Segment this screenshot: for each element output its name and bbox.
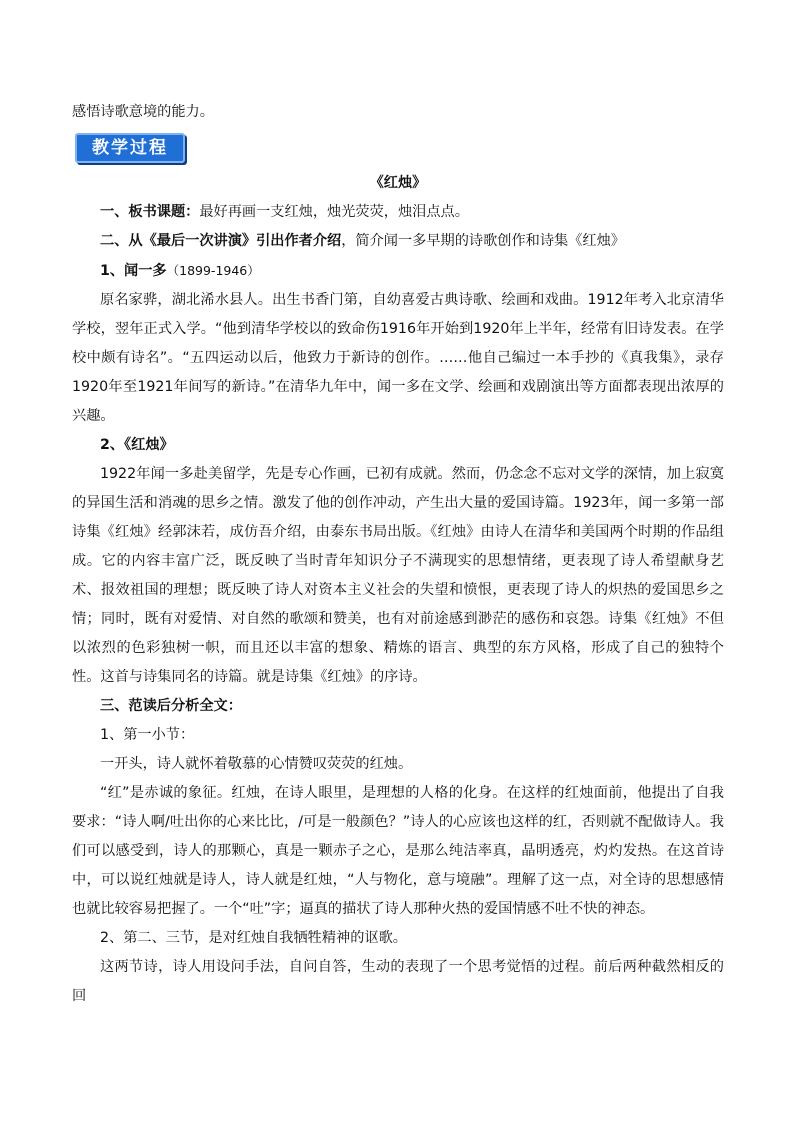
section-tag-teaching-process: 教学过程: [75, 133, 185, 163]
heading-2-label: 二、从《最后一次讲演》引出作者介绍: [100, 233, 342, 249]
paragraph-collection: 1922年闻一多赴美留学，先是专心作画，已初有成就。然而，仍念念不忘对文学的深情，加上寂寞的异国生活和消魂的思乡之情。激发了他的创作冲动，产生出大量的爱国诗篇。1923年，闻一多第一部诗集《红烛》经郭沫若，成仿吾介绍，由泰东书局出版。《红烛》由诗人在清华和美国两个时期的作品组成。它的内容丰富广泛，既反映了当时青年知识分子不满现实的思想情绪，更表现了诗人希望献身艺术、报效祖国的理想；既反映了诗人对资本主义社会的失望和愤恨，更表现了诗人的炽热的爱国思乡之情；同时，既有对爱情、对自然的歌颂和赞美，也有对前途感到渺茫的感伤和哀怨。诗集《红烛》不但以浓烈的色彩独树一帜，而且还以丰富的想象、精炼的语言、典型的东方风格，形成了自己的独特个性。这首与诗集同名的诗篇。就是诗集《红烛》的序诗。: [72, 466, 724, 685]
lesson-title: 《红烛》: [369, 175, 427, 191]
subheading-3-1: 1、第一小节：: [100, 727, 195, 743]
heading-1-label: 一、板书课题：: [100, 204, 200, 220]
heading-2: [72, 227, 724, 256]
subheading-2-1-years: （1899-1946）: [166, 263, 260, 278]
heading-1: [72, 198, 724, 227]
heading-1-text: 最好再画一支红烛，烛光荧荧，烛泪点点。: [199, 204, 469, 220]
subheading-2-1: [72, 256, 724, 286]
page-content: [72, 98, 724, 1011]
subheading-2-1-label: 1、闻一多: [100, 263, 167, 279]
paragraph-opening: 一开头，诗人就怀着敬慕的心情赞叹荧荧的红烛。: [100, 756, 413, 772]
paragraph-author-bio: 原名家骅，湖北浠水县人。出生书香门第，自幼喜爱古典诗歌、绘画和戏曲。1912年考入北京清华学校，翌年正式入学。“他到清华学校以的致命伤1916年开始到1920年上半年，经常有旧诗发表。在学校中颇有诗名”。“五四运动以后，他致力于新诗的创作。……他自己编过一本手抄的《真我集》，录存1920年至1921年间写的新诗。”在清华九年中，闻一多在文学、绘画和戏剧演出等方面都表现出浓厚的兴趣。: [72, 292, 724, 424]
paragraph-red-symbol: “红”是赤诚的象征。红烛，在诗人眼里，是理想的人格的化身。在这样的红烛面前，他提出了自我要求：“诗人啊/吐出你的心来比比，/可是一般颜色？”诗人的心应该也这样的红，否则就不配做诗人。我们可以感受到，诗人的那颗心，真是一颗赤子之心，是那么纯洁率真，晶明透亮，灼灼发热。在这首诗中，可以说红烛就是诗人，诗人就是红烛，“人与物化，意与境融”。理解了这一点，对全诗的思想感情也就比较容易把握了。一个“吐”字；逼真的描状了诗人那种火热的爱国情感不吐不快的神态。: [72, 785, 724, 917]
heading-2-text: ，简介闻一多早期的诗歌创作和诗集《红烛》: [341, 233, 625, 249]
heading-3: 三、范读后分析全文：: [100, 698, 242, 714]
carryover-line: 感悟诗歌意境的能力。: [72, 104, 214, 120]
subheading-3-2: 2、第二、三节，是对红烛自我牺牲精神的讴歌。: [100, 930, 407, 946]
subheading-2-2: 2、《红烛》: [100, 437, 174, 453]
paragraph-two-stanzas: 这两节诗，诗人用设问手法，自问自答，生动的表现了一个思考觉悟的过程。前后两种截然相反的回: [72, 959, 724, 1004]
